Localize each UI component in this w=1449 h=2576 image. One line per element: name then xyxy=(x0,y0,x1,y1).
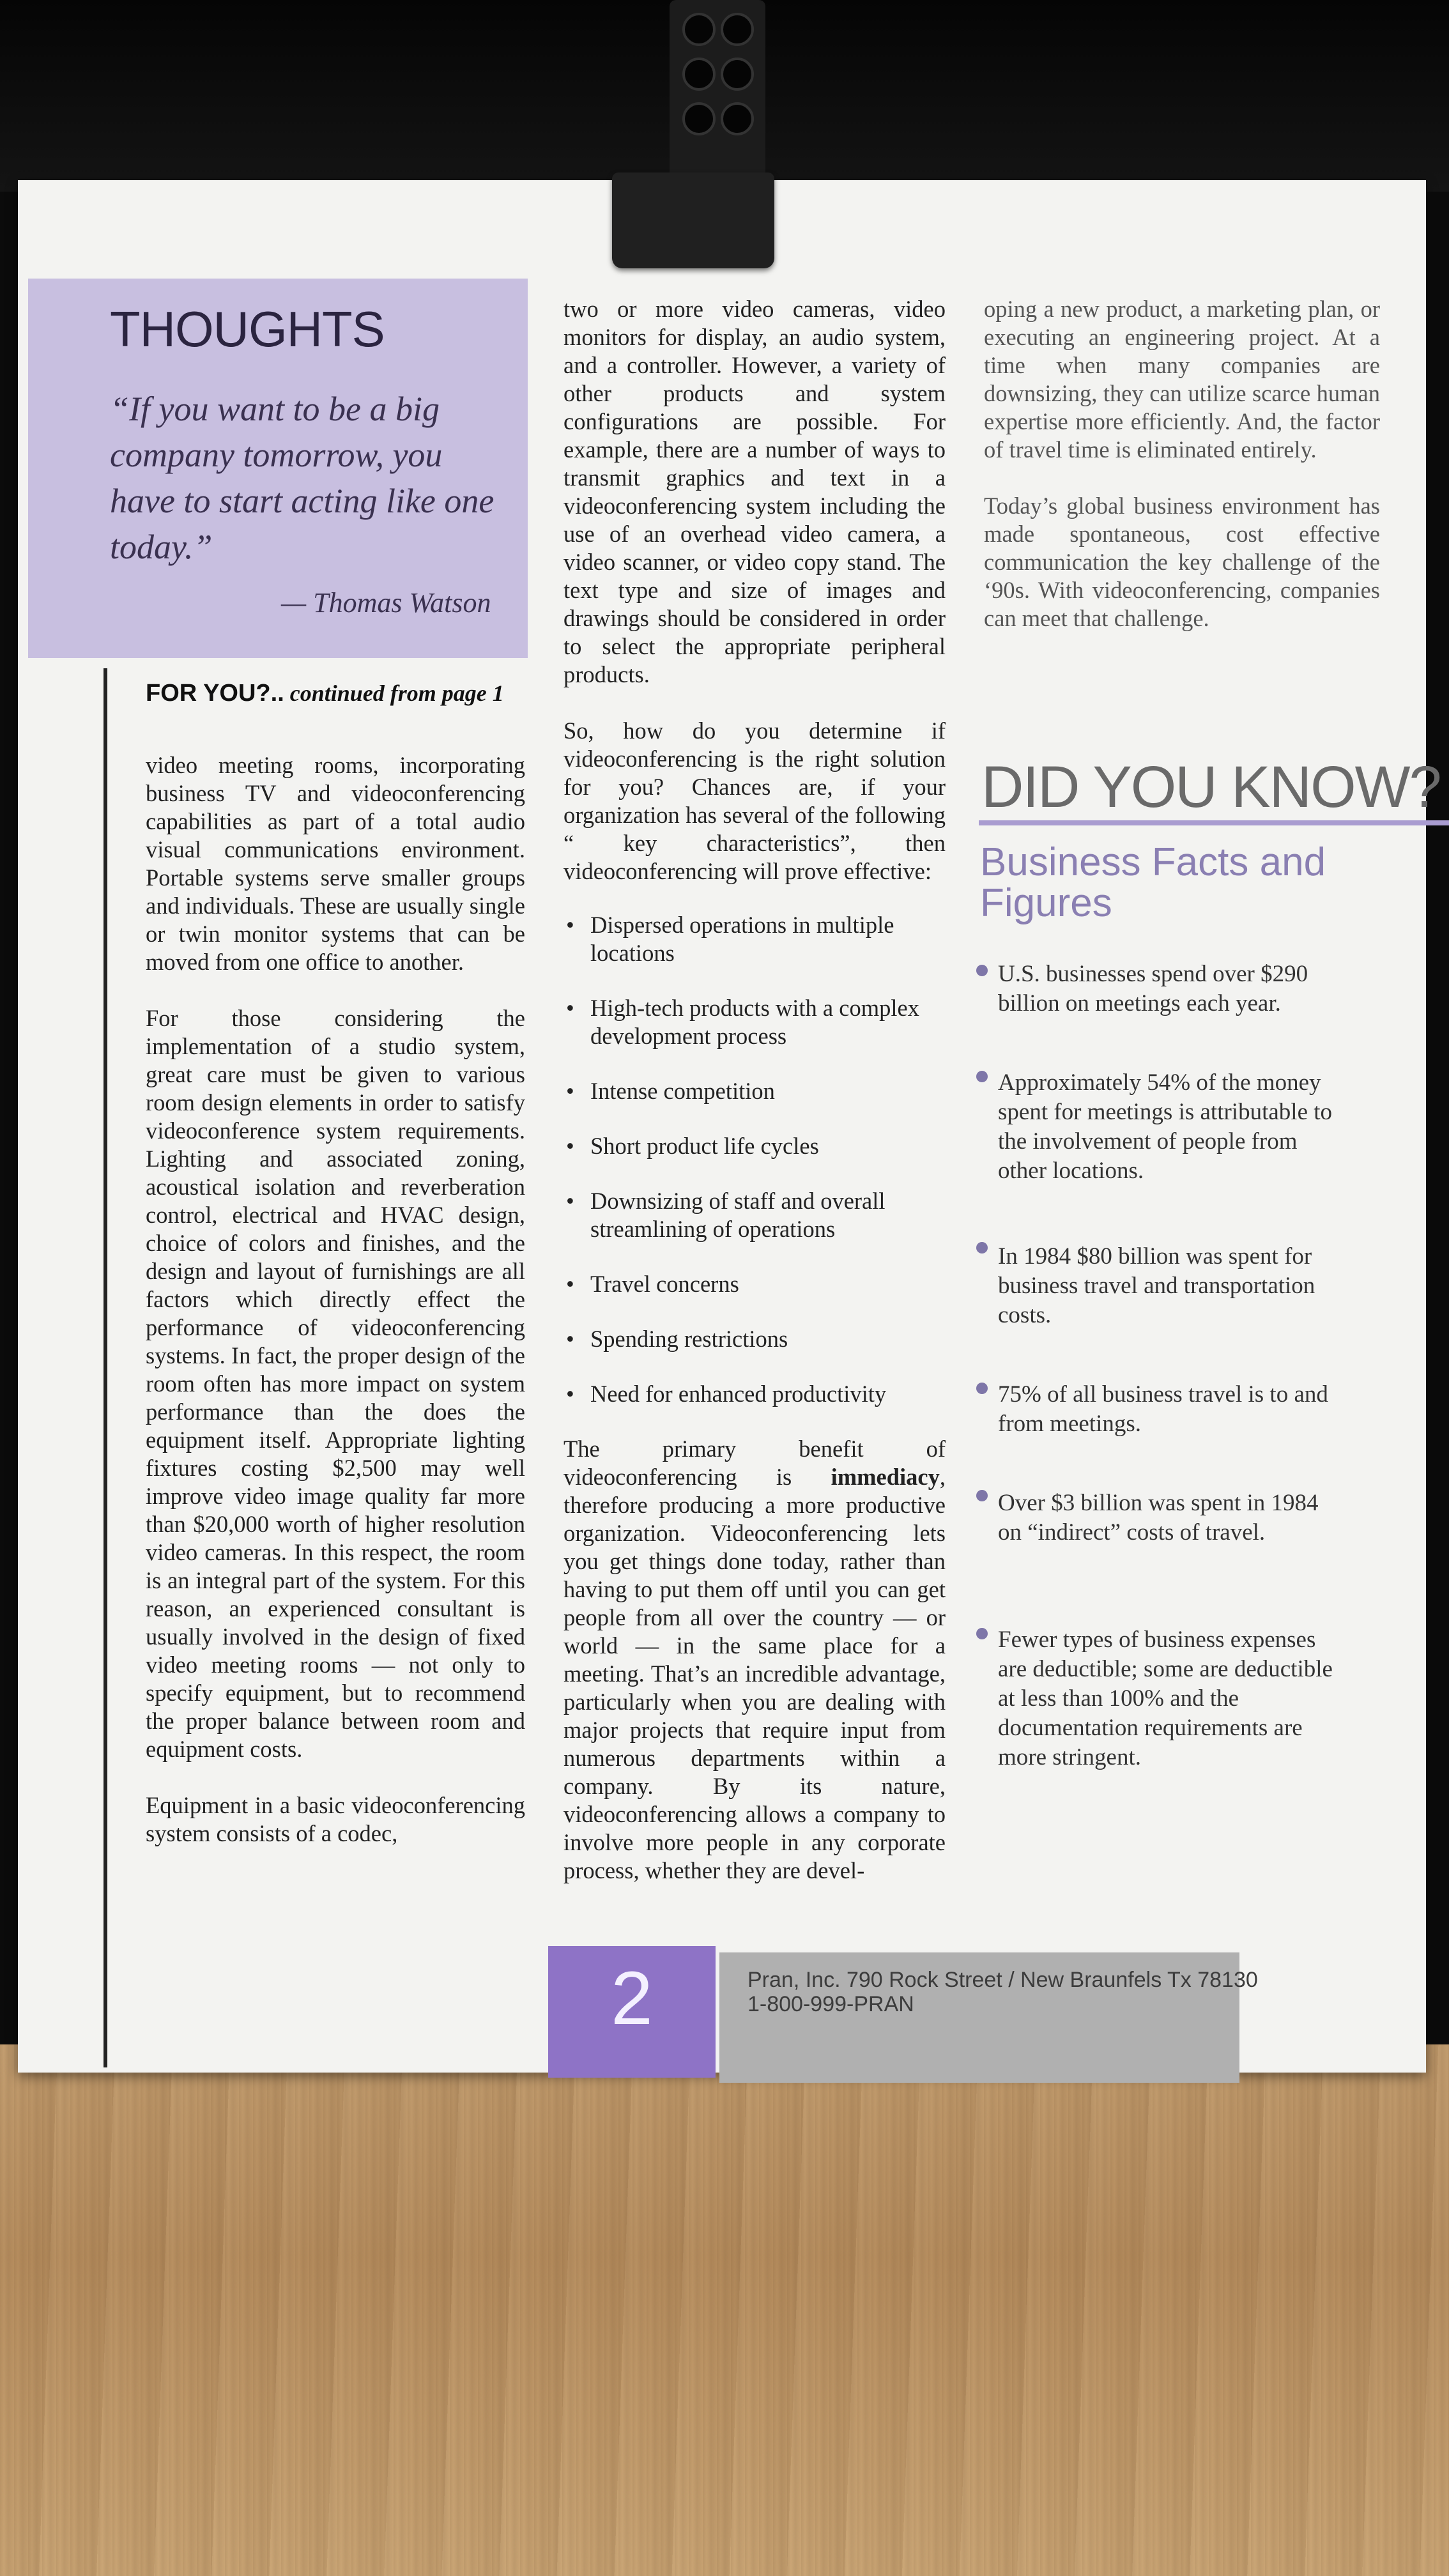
bullet-dot-icon xyxy=(976,1242,988,1254)
continued-header xyxy=(146,680,504,707)
list-item: • Travel concerns xyxy=(564,1270,946,1298)
list-item: • Dispersed operations in multiple locations xyxy=(564,911,946,967)
bullet-dot-icon xyxy=(976,1383,988,1394)
paragraph: video meeting rooms, incorporating business TV and videoconferencing capabilities as part of a total audio visual communications environment. Portable systems serve smaller groups and individuals. These are usually single or twin monitor systems that can be moved from one office to another. xyxy=(146,752,525,975)
list-item: • Spending restrictions xyxy=(564,1325,946,1353)
list-item: • Need for enhanced productivity xyxy=(564,1380,946,1408)
thoughts-heading: THOUGHTS xyxy=(110,301,385,357)
company-phone: 1-800-999-PRAN xyxy=(747,1992,914,2016)
paragraph: So, how do you determine if videoconferencing is the right solution for you? Chances are, if your organization has several of the following “ key characteristics”, then videoconferencing will prove effective: xyxy=(564,717,946,884)
characteristics-list xyxy=(564,911,946,1408)
paragraph xyxy=(564,1435,946,1885)
article-column-3 xyxy=(984,295,1380,661)
list-item: • Downsizing of staff and overall streamlining of operations xyxy=(564,1187,946,1243)
list-item: • High-tech products with a complex development process xyxy=(564,994,946,1050)
paragraph: For those considering the implementation of a studio system, great care must be given to various room design elements in order to satisfy videoconference system requirements. Lighting and associated zoning, acoustical isolation and reverberation control, electrical and HVAC design, choice of colors and finishes, and the design and layout of furnishings are all factors which directly effect the performance of videoconferencing systems. In fact, the proper design of the room often has more impact on system performance than the does the equipment itself. Appropriate lighting fixtures costing $2,500 may well improve video image quality far more than $20,000 worth of higher resolution video cameras. In this respect, the room is an integral part of the system. For this reason, an experienced consultant is usually involved in the design of fixed video meeting rooms — not only to specify equipment, but to recommend the proper balance between room and equipment costs. xyxy=(146,1005,525,1762)
fact-item: U.S. businesses spend over $290 billion on meetings each year. xyxy=(998,961,1308,1016)
quote-author: — Thomas Watson xyxy=(281,587,491,618)
fact-item: In 1984 $80 billion was spent for business travel and transportation costs. xyxy=(998,1243,1315,1328)
paragraph: Today’s global business environment has made spontaneous, cost effective communication the key challenge of the ‘90s. With videoconferencing, companies can meet that challenge. xyxy=(984,493,1380,631)
emphasis-text: immediacy xyxy=(831,1464,940,1490)
fact-item: Approximately 54% of the money spent for meetings is attributable to the involvement of people from other locations. xyxy=(998,1070,1333,1184)
paragraph: oping a new product, a marketing plan, or executing an engineering project. At a time when many companies are downsizing, they can utilize scarce human expertise more efficiently. And, the factor of travel time is eliminated entirely. xyxy=(984,296,1380,463)
text-span: , therefore producing a more productive organization. Videoconferencing lets you get things done today, rather than having to put them off until you can get people from all over the country — or world — in the same place for a meeting. That’s an incredible advantage, particularly when you are dealing with major projects that require input from numerous departments within a company. By its nature, videoconferencing allows a company to involve more people in any corporate process, whether they are devel- xyxy=(564,1464,946,1883)
wood-table-surface xyxy=(0,2044,1449,2576)
company-address: Pran, Inc. 790 Rock Street / New Braunfels Tx 78130 xyxy=(747,1968,1258,1992)
bullet-dot-icon xyxy=(976,1490,988,1501)
page-number: 2 xyxy=(611,1956,653,2041)
clip-hole-icon xyxy=(721,102,754,135)
paragraph: two or more video cameras, video monitors for display, an audio system, and a controller. However, a variety of other products and system configurations are possible. For example, there are a number of ways to transmit graphics and text in a videoconferencing system including the use of an overhead video camera, a video scanner, or video copy stand. The text type and size of images and drawings should be considered in order to select the appropriate peripheral products. xyxy=(564,296,946,687)
column-rule xyxy=(103,668,107,2067)
clip-hole-icon xyxy=(682,102,716,135)
facts-subheading: Business Facts and Figures xyxy=(980,840,1326,925)
fact-item: Fewer types of business expenses are deductible; some are deductible at less than 100% and the documentation requirements are more stringent. xyxy=(998,1627,1333,1770)
bullet-dot-icon xyxy=(976,1071,988,1082)
fact-item: Over $3 billion was spent in 1984 on “indirect” costs of travel. xyxy=(998,1490,1319,1545)
bullet-dot-icon xyxy=(976,965,988,976)
clip-hole-icon xyxy=(721,13,754,46)
binder-clip-strap xyxy=(670,0,765,192)
bullet-dot-icon xyxy=(976,1628,988,1639)
heading-rule xyxy=(979,820,1449,825)
did-you-know-heading: DID YOU KNOW? xyxy=(981,755,1441,820)
article-column-1 xyxy=(146,751,525,1876)
list-item: • Short product life cycles xyxy=(564,1132,946,1160)
continued-note: continued from page 1 xyxy=(289,680,504,706)
clip-hole-icon xyxy=(682,57,716,91)
fact-item: 75% of all business travel is to and from meetings. xyxy=(998,1381,1328,1437)
thoughts-quote: “If you want to be a big company tomorrow, you have to start acting like one today.” xyxy=(110,390,494,566)
binder-clip-icon xyxy=(612,172,774,268)
clip-hole-icon xyxy=(721,57,754,91)
clip-hole-icon xyxy=(682,13,716,46)
paragraph: Equipment in a basic videoconferencing system consists of a codec, xyxy=(146,1792,525,1846)
continued-label: FOR YOU?.. xyxy=(146,680,284,707)
article-column-2 xyxy=(564,295,946,1913)
text-span: The primary benefit of videoconferencing is xyxy=(564,1436,946,1490)
list-item: • Intense competition xyxy=(564,1077,946,1105)
